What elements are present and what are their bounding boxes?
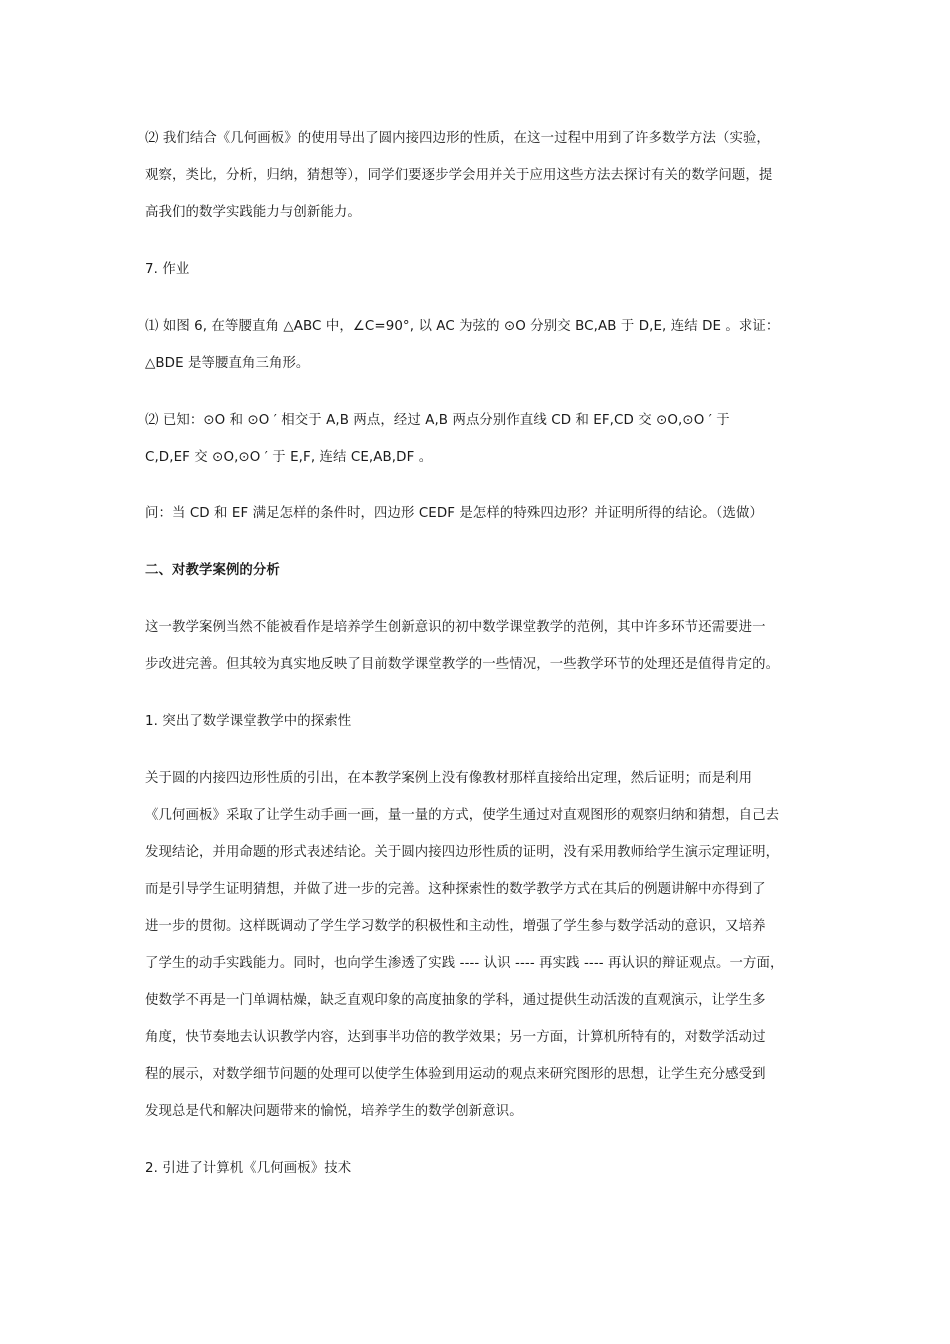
paragraph-intro <box>145 609 810 683</box>
text-line: 发现结论，并用命题的形式表述结论。关于圆内接四边形性质的证明，没有采用教师给学生演示定理证明， <box>145 845 780 860</box>
subheading-point-2: 2. 引进了计算机《几何画板》技术 <box>145 1161 352 1176</box>
text-line: 《几何画板》采取了让学生动手画一画，量一量的方式，使学生通过对直观图形的观察归纳和猜想，自己去 <box>145 808 780 823</box>
text-line: 发现总是代和解决问题带来的愉悦，培养学生的数学创新意识。 <box>145 1104 523 1119</box>
text-line: 观察，类比，分析，归纳，猜想等），同学们要逐步学会用并关于应用这些方法去探讨有关的数学问题，提 <box>145 168 773 183</box>
text-line: 使数学不再是一门单调枯燥，缺乏直观印象的高度抽象的学科，通过提供生动活泼的直观演示，让学生多 <box>145 993 766 1008</box>
paragraph-homework-1 <box>145 308 810 382</box>
text-line: 而是引导学生证明猜想，并做了进一步的完善。这种探索性的数学教学方式在其后的例题讲解中亦得到了 <box>145 882 766 897</box>
paragraph-question: 问：当 CD 和 EF 满足怎样的条件时，四边形 CEDF 是怎样的特殊四边形？并证明所得的结论。（选做） <box>145 506 764 521</box>
text-line: 角度，快节奏地去认识教学内容，达到事半功倍的教学效果；另一方面，计算机所特有的，对数学活动过 <box>145 1030 766 1045</box>
paragraph-summary-2 <box>145 120 810 231</box>
text-line: 关于圆的内接四边形性质的引出，在本教学案例上没有像教材那样直接给出定理，然后证明；而是利用 <box>145 771 753 786</box>
text-line: 进一步的贯彻。这样既调动了学生学习数学的积极性和主动性，增强了学生参与数学活动的意识，又培养 <box>145 919 766 934</box>
section-heading-homework: 7. 作业 <box>145 262 190 277</box>
subheading-point-1: 1. 突出了数学课堂教学中的探索性 <box>145 714 352 729</box>
text-line: 程的展示，对数学细节问题的处理可以使学生体验到用运动的观点来研究图形的思想，让学生充分感受到 <box>145 1067 766 1082</box>
text-line: C,D,EF 交 ⊙O,⊙O ′ 于 E,F, 连结 CE,AB,DF 。 <box>145 450 433 465</box>
text-line: 高我们的数学实践能力与创新能力。 <box>145 205 361 220</box>
text-line: 步改进完善。但其较为真实地反映了目前数学课堂教学的一些情况，一些教学环节的处理还是值得肯定的。 <box>145 657 780 672</box>
paragraph-point-1 <box>145 760 810 1130</box>
text-line: △BDE 是等腰直角三角形。 <box>145 356 310 371</box>
text-line: ⑵ 我们结合《几何画板》的使用导出了圆内接四边形的性质，在这一过程中用到了许多数学方法（实验， <box>145 131 770 146</box>
text-line: 这一教学案例当然不能被看作是培养学生创新意识的初中数学课堂教学的范例，其中许多环节还需要进一 <box>145 620 766 635</box>
document-body <box>145 120 810 1187</box>
section-heading-analysis: 二、对教学案例的分析 <box>145 563 280 578</box>
text-line: ⑵ 已知：⊙O 和 ⊙O ′ 相交于 A,B 两点，经过 A,B 两点分别作直线 CD 和 EF,CD 交 ⊙O,⊙O ′ 于 <box>145 413 730 428</box>
paragraph-homework-2 <box>145 402 810 476</box>
text-line: 了学生的动手实践能力。同时，也向学生渗透了实践 ---- 认识 ---- 再实践 ---- 再认识的辩证观点。一方面， <box>145 956 784 971</box>
text-line: ⑴ 如图 6, 在等腰直角 △ABC 中，∠C=90°, 以 AC 为弦的 ⊙O 分别交 BC,AB 于 D,E, 连结 DE 。求证： <box>145 319 780 334</box>
